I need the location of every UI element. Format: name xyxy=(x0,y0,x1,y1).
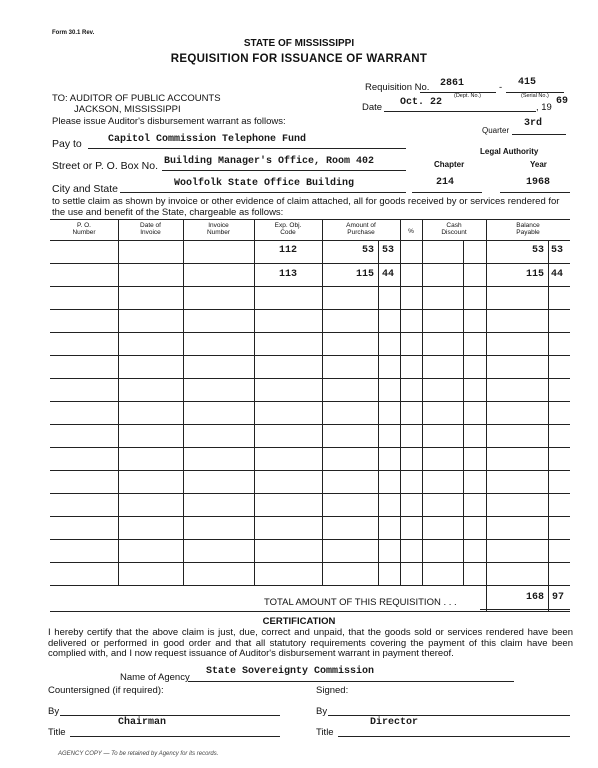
settle-claim-text: to settle claim as shown by invoice or other evidence of claim attached, all for goods received by or services rendered for the use and benefit of the State, chargeable as follows: xyxy=(52,196,560,218)
legal-year-line xyxy=(500,192,570,193)
col-header-balance: Balance Payable xyxy=(516,222,540,236)
col-header-exp-code: Exp. Obj. Code xyxy=(274,222,302,236)
pay-to-label: Pay to xyxy=(52,138,82,150)
row1-amount-dollars: 53 xyxy=(361,245,374,256)
pay-to-value: Capitol Commission Telephone Fund xyxy=(108,134,307,145)
to-auditor: TO: AUDITOR OF PUBLIC ACCOUNTS xyxy=(52,93,221,104)
row2-amount-dollars: 115 xyxy=(355,269,374,280)
pay-to-line xyxy=(88,148,406,149)
left-title-line xyxy=(70,736,280,737)
quarter-value: 3rd xyxy=(524,118,543,129)
col-header-date: Date of Invoice xyxy=(140,222,161,236)
left-by-label: By xyxy=(48,706,60,717)
right-by-label: By xyxy=(316,706,328,717)
chapter-label: Chapter xyxy=(434,160,465,169)
jackson-line: JACKSON, MISSISSIPPI xyxy=(74,104,181,115)
right-title-value: Director xyxy=(370,717,419,728)
right-by-line xyxy=(328,715,570,716)
row1-amount-cents: 53 xyxy=(382,245,395,256)
row2-balance-cents: 44 xyxy=(551,269,564,280)
legal-authority-title: Legal Authority xyxy=(480,147,539,156)
left-title-value: Chairman xyxy=(118,717,167,728)
quarter-label: Quarter xyxy=(482,126,510,135)
row2-amount-cents: 44 xyxy=(382,269,395,280)
agency-value: State Sovereignty Commission xyxy=(206,666,375,677)
left-title-label: Title xyxy=(48,727,66,738)
col-header-cash-discount: Cash Discount xyxy=(441,222,467,236)
total-label: TOTAL AMOUNT OF THIS REQUISITION . . . xyxy=(264,597,457,608)
street-label: Street or P. O. Box No. xyxy=(52,160,159,172)
total-cents: 97 xyxy=(552,592,565,603)
row2-balance-dollars: 115 xyxy=(525,269,544,280)
col-header-invoice: Invoice Number xyxy=(206,222,231,236)
col-header-amount: Amount of Purchase xyxy=(346,222,376,236)
quarter-line xyxy=(512,134,566,135)
date-value: Oct. 22 xyxy=(400,97,443,108)
form-title: REQUISITION FOR ISSUANCE OF WARRANT xyxy=(170,53,428,65)
legal-year-value: 1968 xyxy=(526,177,551,188)
city-value: Woolfolk State Office Building xyxy=(174,178,355,189)
city-line xyxy=(120,192,406,193)
chapter-line xyxy=(412,192,482,193)
street-line xyxy=(162,170,406,171)
year-prefix: , 19 xyxy=(536,102,552,113)
row1-code: 112 xyxy=(278,245,297,256)
dept-no-label: (Dept. No.) xyxy=(454,93,481,99)
state-heading: STATE OF MISSISSIPPI xyxy=(243,38,355,49)
left-by-line xyxy=(60,715,280,716)
row1-balance-cents: 53 xyxy=(551,245,564,256)
total-dollars: 168 xyxy=(525,592,544,603)
serial-no-value: 415 xyxy=(518,77,537,88)
form-number: Form 30.1 Rev. xyxy=(52,30,95,36)
countersigned-label: Countersigned (if required): xyxy=(48,685,164,696)
col-header-po: P. O. Number xyxy=(72,222,96,236)
city-label: City and State xyxy=(52,183,118,195)
certification-text: I hereby certify that the above claim is just, due, correct and unpaid, that the goods sold or services rendered have been delivered or performed in good order and that all statutory requirements covering the payment of this claim have been complied with, and I now request issuance of Auditor's disbursement warrant in payment thereof. xyxy=(48,627,573,659)
signed-label: Signed: xyxy=(316,685,349,696)
requisition-label: Requisition No. xyxy=(365,82,430,93)
please-issue: Please issue Auditor's disbursement warrant as follows: xyxy=(52,116,286,127)
serial-no-label: (Serial No.) xyxy=(521,93,549,99)
row2-code: 113 xyxy=(278,269,297,280)
requisition-dash: - xyxy=(499,82,503,93)
certification-title: CERTIFICATION xyxy=(262,616,336,627)
dept-no-value: 2861 xyxy=(440,78,465,89)
year-label: Year xyxy=(530,160,547,169)
right-title-label: Title xyxy=(316,727,334,738)
date-line xyxy=(384,111,536,112)
date-label: Date xyxy=(362,102,383,113)
col-header-pct: % xyxy=(408,228,414,235)
agency-copy-footer: AGENCY COPY — To be retained by Agency for its records. xyxy=(58,751,219,757)
row1-balance-dollars: 53 xyxy=(531,245,544,256)
year-suffix: 69 xyxy=(556,96,569,107)
agency-label: Name of Agency xyxy=(120,672,190,683)
street-value: Building Manager's Office, Room 402 xyxy=(164,156,375,167)
agency-line xyxy=(188,681,514,682)
chapter-value: 214 xyxy=(436,177,455,188)
right-title-line xyxy=(338,736,570,737)
